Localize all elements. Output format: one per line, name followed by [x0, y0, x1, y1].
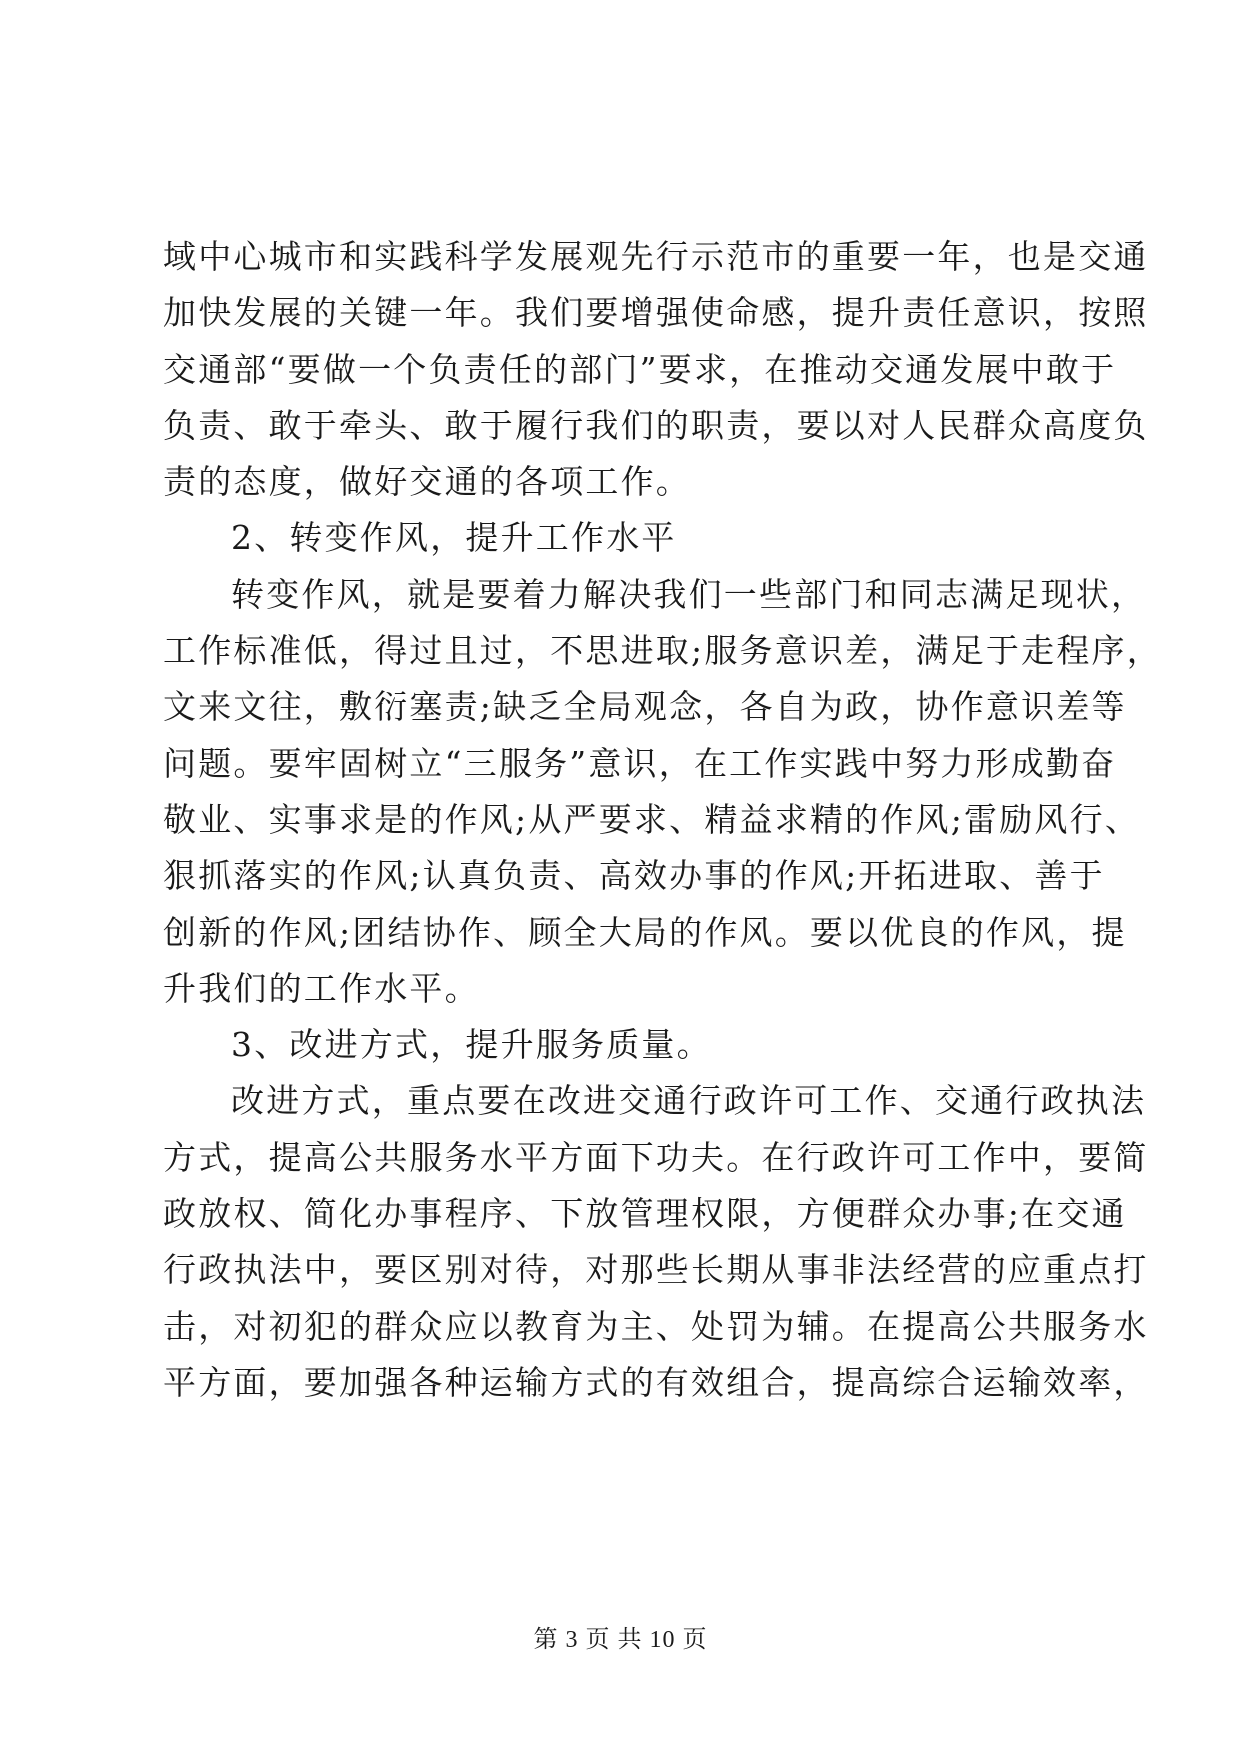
text-line: 文来文往，敷衍塞责;缺乏全局观念，各自为政，协作意识差等 — [163, 687, 1127, 727]
text-line: 责的态度，做好交通的各项工作。 — [163, 462, 691, 502]
document-body — [163, 229, 1162, 1411]
text-line: 击，对初犯的群众应以教育为主、处罚为辅。在提高公共服务水 — [163, 1306, 1149, 1346]
text-line: 行政执法中，要区别对待，对那些长期从事非法经营的应重点打 — [163, 1250, 1149, 1290]
text-line: 狠抓落实的作风;认真负责、高效办事的作风;开拓进取、善于 — [163, 856, 1105, 896]
text-line: 升我们的工作水平。 — [163, 968, 480, 1008]
text-line: 政放权、简化办事程序、下放管理权限，方便群众办事;在交通 — [163, 1194, 1127, 1234]
text-line: 改进方式，重点要在改进交通行政许可工作、交通行政执法 — [231, 1081, 1147, 1121]
page-footer: 第 3 页 共 10 页 — [533, 1627, 708, 1653]
text-line: 2、转变作风，提升工作水平 — [231, 518, 677, 558]
text-line: 方式，提高公共服务水平方面下功夫。在行政许可工作中，要简 — [163, 1137, 1149, 1177]
text-line: 域中心城市和实践科学发展观先行示范市的重要一年，也是交通 — [163, 237, 1149, 276]
text-line: 平方面，要加强各种运输方式的有效组合，提高综合运输效率， — [163, 1362, 1149, 1402]
text-line: 3、改进方式，提升服务质量。 — [231, 1025, 712, 1065]
text-line: 负责、敢于牵头、敢于履行我们的职责，要以对人民群众高度负 — [163, 405, 1149, 445]
text-line: 问题。要牢固树立“三服务”意识，在工作实践中努力形成勤奋 — [163, 743, 1117, 783]
text-line: 转变作风，就是要着力解决我们一些部门和同志满足现状， — [231, 574, 1147, 614]
text-line: 工作标准低，得过且过，不思进取;服务意识差，满足于走程序， — [163, 631, 1162, 671]
text-line: 加快发展的关键一年。我们要增强使命感，提升责任意识，按照 — [163, 293, 1149, 333]
text-line: 交通部“要做一个负责任的部门”要求，在推动交通发展中敢于 — [163, 349, 1117, 389]
text-line: 创新的作风;团结协作、顾全大局的作风。要以优良的作风，提 — [163, 912, 1127, 952]
text-line: 敬业、实事求是的作风;从严要求、精益求精的作风;雷励风行、 — [163, 799, 1141, 839]
